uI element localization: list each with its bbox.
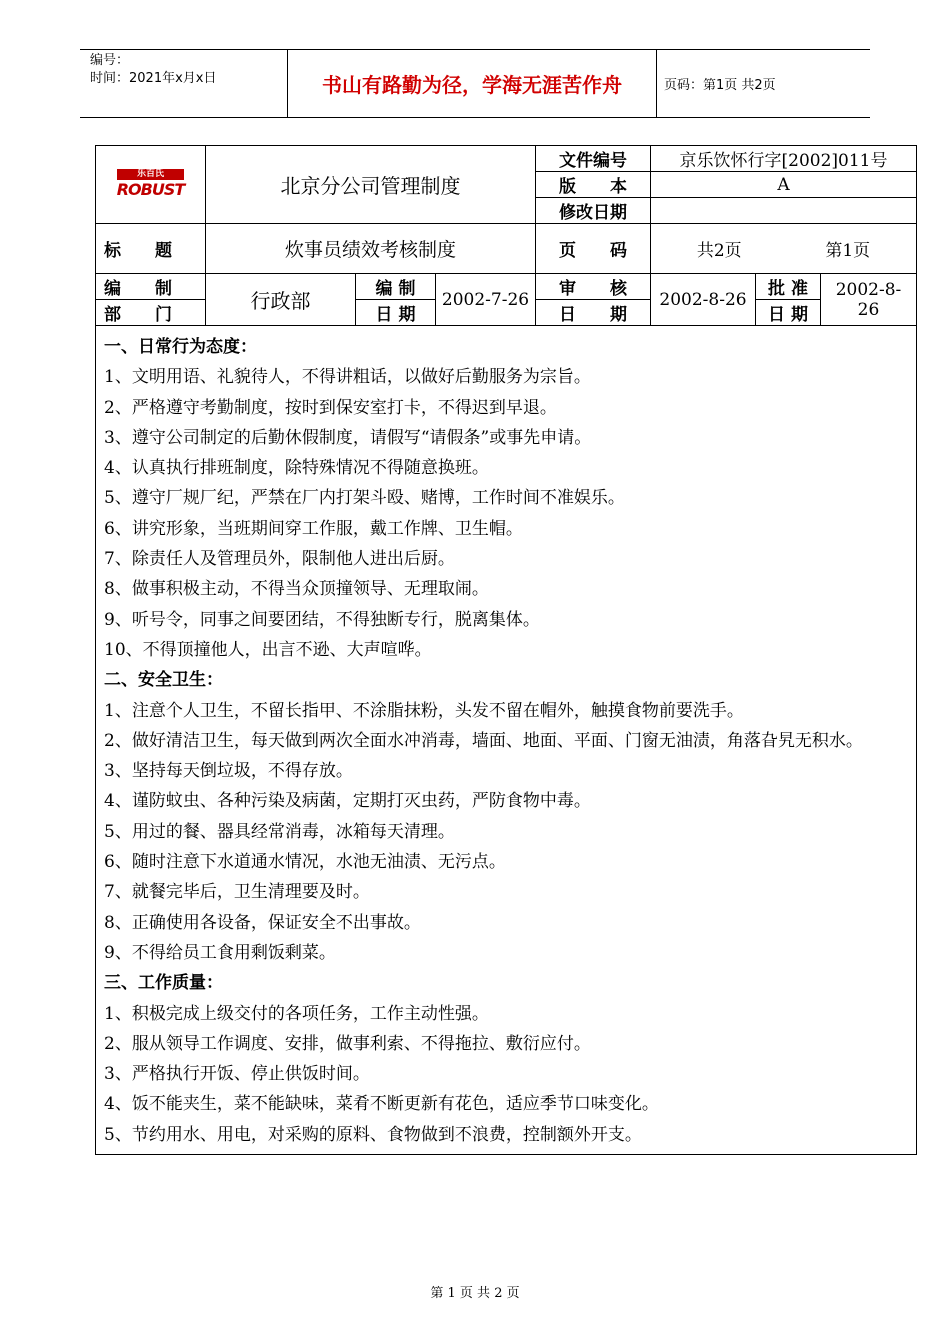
section-title: 一、日常行为态度：	[104, 337, 257, 357]
policy-item: 1、文明用语、礼貌待人，不得讲粗话，以做好后勤服务为宗旨。	[104, 367, 591, 388]
policy-item: 3、严格执行开饭、停止供饭时间。	[104, 1064, 370, 1085]
doc-no-label: 文件编号	[536, 146, 651, 172]
policy-item: 3、遵守公司制定的后勤休假制度，请假写“请假条”或事先申请。	[104, 427, 592, 448]
subject-label: 标 题	[96, 224, 206, 274]
policy-item: 1、注意个人卫生，不留长指甲、不涂脂抹粉，头发不留在帽外，触摸食物前要洗手。	[104, 700, 744, 721]
policy-form	[95, 145, 917, 1155]
policy-item: 6、随时注意下水道通水情况，水池无油渍、无污点。	[104, 852, 506, 873]
dept-label-bottom: 部 门	[96, 300, 206, 326]
page-label: 页 码	[536, 224, 651, 274]
policy-item: 4、谨防蚊虫、各种污染及病菌，定期打灭虫药，严防食物中毒。	[104, 791, 591, 812]
policy-item: 5、遵守厂规厂纪，严禁在厂内打架斗殴、赌博，工作时间不准娱乐。	[104, 488, 625, 509]
section-title: 二、安全卫生：	[104, 670, 223, 691]
policy-item: 4、认真执行排班制度，除特殊情况不得随意换班。	[104, 458, 489, 479]
policy-item: 2、严格遵守考勤制度，按时到保安室打卡，不得迟到早退。	[104, 397, 557, 418]
company-title: 北京分公司管理制度	[206, 146, 536, 224]
policy-item: 8、做事积极主动，不得当众顶撞领导、无理取闹。	[104, 579, 489, 600]
section-title: 三、工作质量：	[104, 973, 223, 994]
page-value	[651, 224, 917, 274]
revision-label: 修改日期	[536, 198, 651, 224]
approve-label-bottom: 日 期	[756, 300, 821, 326]
logo-chinese: 乐百氏	[117, 169, 185, 180]
policy-item: 9、不得给员工食用剩饭剩菜。	[104, 942, 336, 963]
policy-item: 7、除责任人及管理员外，限制他人进出后厨。	[104, 549, 455, 570]
approve-date: 2002-8-26	[821, 274, 917, 326]
review-label-top: 审 核	[536, 274, 651, 300]
page-total: 共2页	[696, 241, 742, 261]
policy-body	[96, 326, 917, 1155]
doc-no-value: 京乐饮怀行字[2002]011号	[651, 146, 917, 172]
policy-item: 5、用过的餐、器具经常消毒，冰箱每天清理。	[104, 821, 455, 842]
policy-item: 1、积极完成上级交付的各项任务，工作主动性强。	[104, 1003, 489, 1024]
version-label: 版 本	[536, 172, 651, 198]
logo-cell	[96, 146, 206, 224]
subject-value: 炊事员绩效考核制度	[206, 224, 536, 274]
logo-wordmark: ROBUST	[116, 180, 185, 199]
version-value: A	[651, 172, 917, 198]
page-current: 第1页	[825, 241, 871, 261]
compile-label-bottom: 日 期	[356, 300, 436, 326]
policy-item: 4、饭不能夹生，菜不能缺味，菜肴不断更新有花色，适应季节口味变化。	[104, 1094, 659, 1115]
sections-container	[104, 332, 908, 1150]
compile-date: 2002-7-26	[436, 274, 536, 326]
motto: 书山有路勤为径，学海无涯苦作舟	[287, 50, 657, 117]
policy-item: 10、不得顶撞他人，出言不逊、大声喧哗。	[104, 639, 432, 660]
policy-item: 6、讲究形象，当班期间穿工作服，戴工作牌、卫生帽。	[104, 518, 523, 539]
policy-item: 7、就餐完毕后，卫生清理要及时。	[104, 882, 370, 903]
policy-item: 3、坚持每天倒垃圾，不得存放。	[104, 761, 353, 782]
page-footer: 第 1 页 共 2 页	[430, 1286, 520, 1301]
review-date: 2002-8-26	[651, 274, 756, 326]
revision-value	[651, 198, 917, 224]
compile-label-top: 编 制	[356, 274, 436, 300]
dept-value: 行政部	[206, 274, 356, 326]
policy-item: 5、节约用水、用电，对采购的原料、食物做到不浪费，控制额外开支。	[104, 1124, 642, 1145]
dept-label-top: 编 制	[96, 274, 206, 300]
page-header	[80, 49, 870, 118]
page-code: 页码：第1页 共2页	[664, 78, 776, 93]
policy-item: 2、服从领导工作调度、安排，做事利索、不得拖拉、敷衍应付。	[104, 1033, 591, 1054]
review-label-bottom: 日 期	[536, 300, 651, 326]
policy-item: 8、正确使用各设备，保证安全不出事故。	[104, 912, 421, 933]
header-meta	[90, 52, 216, 88]
policy-item: 9、听号令，同事之间要团结，不得独断专行，脱离集体。	[104, 609, 540, 630]
policy-item: 2、做好清洁卫生，每天做到两次全面水冲消毒，墙面、地面、平面、门窗无油渍，角落旮旯无积水。	[104, 730, 863, 751]
robust-logo	[117, 169, 185, 198]
number-label: 编号：	[90, 53, 130, 68]
time-label: 时间：2021年x月x日	[90, 71, 217, 86]
approve-label-top: 批 准	[756, 274, 821, 300]
